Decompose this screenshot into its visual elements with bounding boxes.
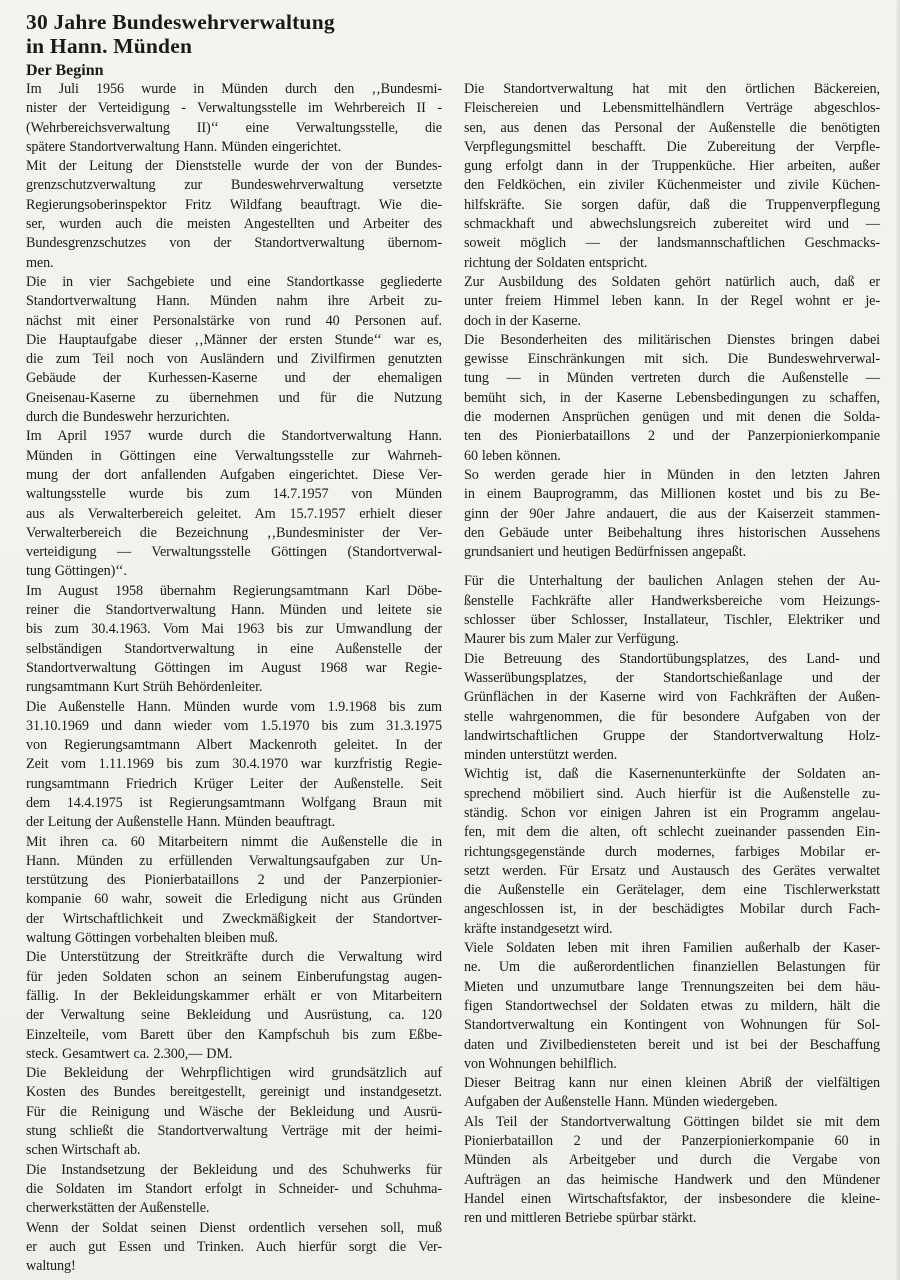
text-line: die Außenstelle ein Gerätelager, dem eine Tischlerwerkstatt	[464, 882, 880, 899]
text-line: tung — in Münden vertreten durch die Außenstelle —	[464, 370, 880, 387]
text-line: Die Instandsetzung der Bekleidung und des Schuhwerks für	[26, 1161, 442, 1178]
paragraph	[464, 1074, 880, 1113]
text-line: minden unterstützt werden.	[464, 747, 618, 764]
text-line: für jeden Soldaten schon an seinem Einberufungstag augen-	[26, 968, 442, 985]
text-line: ginn der 90er Jahre andauert, die aus der Kaiserzeit stammen-	[464, 505, 880, 522]
text-line: schen Wirtschaft ab.	[26, 1142, 141, 1159]
right-column	[464, 8, 880, 1280]
text-line: soweit möglich — der landsmannschaftlichen Geschmacks-	[464, 235, 880, 252]
paragraph	[26, 427, 442, 581]
text-line: Im August 1958 übernahm Regierungsamtmann Karl Döbe-	[26, 582, 442, 599]
text-line: Standortverwaltung Göttingen im August 1968 war Regie-	[26, 659, 442, 676]
text-line: Aufgaben der Außenstelle Hann. Münden wiedergeben.	[464, 1094, 778, 1111]
paragraph	[464, 572, 880, 649]
text-line: landwirtschaftlichen Gruppe der Standortverwaltung Holz-	[464, 727, 880, 744]
text-line: bemüht sich, in der Kaserne Lebensbedingungen zu schaffen,	[464, 389, 880, 406]
text-line: Im April 1957 wurde durch die Standortverwaltung Hann.	[26, 428, 442, 445]
text-line: Wasserübungsplatzes, der Standortschießanlage und der	[464, 669, 880, 686]
text-line: stelle wahrgenommen, die für besondere Aufgaben von der	[464, 708, 880, 725]
text-line: waltung Göttingen vorbehalten bleiben muß.	[26, 930, 278, 947]
paragraph	[26, 833, 442, 949]
paragraph	[464, 765, 880, 939]
text-line: Maurer bis zum Maler zur Verfügung.	[464, 631, 679, 648]
text-line: Standortverwaltung ein Kontingent von Wohnungen für Sol-	[464, 1017, 880, 1034]
text-line: Pionierbataillon 2 und der Panzerpionierkompanie 60 in	[464, 1133, 880, 1150]
text-line: mung der dort anfallenden Aufgaben eingerichtet. Diese Ver-	[26, 466, 442, 483]
paragraph	[464, 273, 880, 331]
text-line: Für die Unterhaltung der baulichen Anlagen stehen der Au-	[464, 573, 880, 590]
text-line: ständig. Schon vor einigen Jahren ist ein Programm angelau-	[464, 804, 880, 821]
text-line: Mit der Leitung der Dienststelle wurde der von der Bundes-	[26, 158, 442, 175]
text-line: der Leitung der Außenstelle Hann. Münden beauftragt.	[26, 814, 336, 831]
text-line: Verpflegungsmittel beschafft. Die Zubereitung der Verpfle-	[464, 138, 880, 155]
paragraph	[26, 273, 442, 427]
paragraph	[26, 582, 442, 698]
text-line: richtung der Soldaten entspricht.	[464, 254, 648, 271]
section-heading	[26, 61, 442, 80]
text-line: 31.10.1969 und dann wieder vom 1.5.1970 bis zum 31.3.1975	[26, 717, 442, 734]
text-line: selbständigen Standortverwaltung in eine Außenstelle der	[26, 640, 442, 657]
text-line: gewisse Einschränkungen mit sich. Die Bundeswehrverwal-	[464, 351, 880, 368]
text-line: Verwalterbereich die Bezeichnung ‚‚Bundesminister der Ver-	[26, 524, 442, 541]
text-line: figen Standortwechsel der Soldaten etwas zu mildern, hält die	[464, 997, 880, 1014]
paragraph	[464, 466, 880, 562]
text-line: Aufträgen an das heimische Handwerk und den Mündener	[464, 1171, 880, 1188]
text-line: Der Beginn	[26, 62, 104, 79]
text-line: fen, mit dem die alten, oft schlecht zueinander passenden Ein-	[464, 824, 880, 841]
text-line: Die in vier Sachgebiete und eine Standortkasse gegliederte	[26, 273, 442, 290]
text-line: Gneisenau-Kaserne zu übernehmen und für die Nutzung	[26, 389, 442, 406]
text-line: Die Bekleidung der Wehrpflichtigen wird grundsätzlich auf	[26, 1065, 442, 1082]
text-line: Die Unterstützung der Streitkräfte durch die Verwaltung wird	[26, 949, 442, 966]
text-line: men.	[26, 254, 54, 271]
text-line: rungsamtmann Friedrich Krüger Leiter der Außenstelle. Seit	[26, 775, 442, 792]
text-line: verteidigung — Verwaltungsstelle Göttingen (Standortverwal-	[26, 544, 442, 561]
text-line: Wichtig ist, daß die Kasernenunterkünfte der Soldaten an-	[464, 766, 880, 783]
text-line: grundsaniert und heutigen Bedürfnissen angepaßt.	[464, 544, 747, 561]
text-line: nächst mit einer Personalstärke von rund 40 Personen auf.	[26, 312, 442, 329]
text-line: terstützung des Pionierbataillons 2 und der Panzerpionier-	[26, 872, 442, 889]
paragraph	[464, 939, 880, 1074]
text-line: der Verwaltung seine Bekleidung und Ausrüstung, ca. 120	[26, 1007, 442, 1024]
text-line: schmackhaft und abwechslungsreich zubereitet wird und —	[464, 216, 880, 233]
text-line: Für die Reinigung und Wäsche der Bekleidung und Ausrü-	[26, 1103, 442, 1120]
paragraph	[464, 1113, 880, 1229]
text-line: angeschlossen ist, in der beschädigtes Mobilar durch Fach-	[464, 901, 880, 918]
text-line: dem 14.4.1975 ist Regierungsamtmann Wolfgang Braun mit	[26, 794, 442, 811]
text-line: Mieten und unzumutbare lange Trennungszeiten bei dem häu-	[464, 978, 880, 995]
text-line: die zum Teil noch von Ausländern und Zivilfirmen genutzten	[26, 351, 442, 368]
text-line: Die Hauptaufgabe dieser ‚‚Männer der ersten Stunde‘‘ war es,	[26, 331, 442, 348]
text-line: ne. Um die außerordentlichen finanziellen Belastungen für	[464, 959, 880, 976]
text-line: grenzschutzverwaltung zur Bundeswehrverwaltung versetzte	[26, 177, 442, 194]
text-line: So werden gerade hier in Münden in den letzten Jahren	[464, 466, 880, 483]
text-line: Die Betreuung des Standortübungsplatzes, des Land- und	[464, 650, 880, 667]
paragraph	[26, 1219, 442, 1277]
text-line: Münden in Göttingen eine Verwaltungsstelle zur Wahrneh-	[26, 447, 442, 464]
text-line: Mit ihren ca. 60 Mitarbeitern nimmt die Außenstelle die in	[26, 833, 442, 850]
text-line: sprechend möbiliert sind. Auch hierfür ist die Außenstelle zu-	[464, 785, 880, 802]
text-line: den Gebäude unter Beibehaltung ihres historischen Aussehens	[464, 524, 880, 541]
paragraph	[26, 1161, 442, 1219]
paragraph	[26, 698, 442, 833]
text-line: Grünflächen in der Kaserne wird von Fachkräften der Außen-	[464, 689, 880, 706]
text-line: Zur Ausbildung des Soldaten gehört natürlich auch, daß er	[464, 273, 880, 290]
text-line: tung Göttingen)‘‘.	[26, 563, 127, 580]
text-line: Regierungsoberinspektor Fritz Wildfang beauftragt. Wie die-	[26, 196, 442, 213]
text-line: Die Außenstelle Hann. Münden wurde vom 1.9.1968 bis zum	[26, 698, 442, 715]
text-line: doch in der Kaserne.	[464, 312, 581, 329]
text-line: richtungsgegenstände durch modernes, farbiges Mobilar er-	[464, 843, 880, 860]
text-line: hilfskräfte. Sie sorgen dafür, daß die Truppenverpflegung	[464, 196, 880, 213]
text-line: Standortverwaltung Hann. Münden nahm ihre Arbeit zu-	[26, 293, 442, 310]
text-line: reiner die Standortverwaltung Hann. Münden und leitete sie	[26, 602, 442, 619]
text-line: die Soldaten im Standort erfolgt in Schneider- und Schuhma-	[26, 1180, 442, 1197]
text-line: von Wohnungen behilflich.	[464, 1055, 617, 1072]
text-line: kräfte instandgesetzt wird.	[464, 920, 613, 937]
left-column	[26, 8, 442, 1280]
text-line: durch die Bundeswehr herzurichten.	[26, 409, 230, 426]
paragraph	[464, 331, 880, 466]
text-line: stung schließt die Standortverwaltung Verträge mit der heimi-	[26, 1123, 442, 1140]
text-line: Gebäude der Kurhessen-Kaserne und der ehemaligen	[26, 370, 442, 387]
text-line: er auch gut Essen und Trinken. Auch hierfür sorgt die Ver-	[26, 1238, 442, 1255]
text-line: steck. Gesamtwert ca. 2.300,— DM.	[26, 1045, 233, 1062]
text-line: Einzelteile, vom Barett über den Kampfschuh bis zum Eßbe-	[26, 1026, 442, 1043]
text-line: Im Juli 1956 wurde in Münden durch den ‚‚Bundesmi-	[26, 81, 442, 97]
text-line: 60 leben können.	[464, 447, 561, 464]
text-line: in Hann. Münden	[26, 34, 193, 58]
text-line: Kosten des Bundes bereitgestellt, gereinigt und instandgesetzt.	[26, 1084, 442, 1101]
text-line: waltung!	[26, 1258, 76, 1275]
paragraph	[26, 157, 442, 273]
text-line: in einem Bauprogramm, das Millionen kostet und bis zu Be-	[464, 486, 880, 503]
paragraph	[464, 80, 880, 273]
text-line: schlosser über Schlosser, Installateur, Tischler, Elektriker und	[464, 612, 880, 629]
text-line: sen, aus denen das Personal der Außenstelle die benötigten	[464, 119, 880, 136]
paragraph	[26, 948, 442, 1064]
text-line: die modernen Ansprüchen genügen und mit denen die Solda-	[464, 409, 880, 426]
text-line: Bundesgrenzschutzes von der Standortverwaltung übernom-	[26, 235, 442, 252]
text-line: waltungsstelle wurde bis zum 14.7.1957 von Münden	[26, 486, 442, 503]
text-line: Als Teil der Standortverwaltung Göttingen bildet sie mit dem	[464, 1113, 880, 1130]
text-line: rungsamtmann Kurt Strüh Behördenleiter.	[26, 679, 263, 696]
text-line: Hann. Münden zu erfüllenden Verwaltungsaufgaben zur Un-	[26, 852, 442, 869]
text-line: aus als Verwalterbereich geleitet. Am 15.7.1957 erhielt dieser	[26, 505, 442, 522]
text-line: bis zum 30.4.1963. Vom Mai 1963 bis zur Umwandlung der	[26, 621, 442, 638]
text-line: ser, wurden auch die meisten Angestellten und Arbeiter des	[26, 216, 442, 233]
text-line: nister der Verteidigung - Verwaltungsstelle im Wehrbereich II -	[26, 100, 442, 117]
text-line: Zeit vom 1.11.1969 bis zum 30.4.1970 war kurzfristig Regie-	[26, 756, 442, 773]
text-line: cherwerkstätten der Außenstelle.	[26, 1200, 210, 1217]
page-title	[26, 10, 442, 58]
text-line: ten des Pionierbataillons 2 und der Panzerpionierkompanie	[464, 428, 880, 445]
paragraph	[26, 80, 442, 157]
paragraph	[26, 1064, 442, 1160]
text-line: fällig. In der Bekleidungskammer erhält er von Mitarbeitern	[26, 987, 442, 1004]
paragraph	[464, 650, 880, 766]
text-line: Die Standortverwaltung hat mit den örtlichen Bäckereien,	[464, 81, 880, 97]
text-line: 30 Jahre Bundeswehrverwaltung	[26, 10, 335, 34]
text-line: der Wirtschaftlichkeit und Zweckmäßigkeit der Standortver-	[26, 910, 442, 927]
text-line: Viele Soldaten leben mit ihren Familien außerhalb der Kaser-	[464, 940, 880, 957]
text-line: Dieser Beitrag kann nur einen kleinen Abriß der vielfältigen	[464, 1075, 880, 1092]
text-line: Wenn der Soldat seinen Dienst ordentlich versehen soll, muß	[26, 1219, 442, 1236]
text-line: Münden als Arbeitgeber und durch die Vergabe von	[464, 1152, 880, 1169]
text-line: (Wehrbereichsverwaltung II)‘‘ eine Verwaltungsstelle, die	[26, 119, 442, 136]
text-line: setzt werden. Für Ersatz und Austausch des Gerätes verwaltet	[464, 862, 880, 879]
text-line: Fleischereien und Lebensmittelhändlern Verträge abgeschlos-	[464, 100, 880, 117]
text-line: kompanie 60 wahr, soweit die Erledigung nicht aus Gründen	[26, 891, 442, 908]
text-line: Die Besonderheiten des militärischen Dienstes bringen dabei	[464, 331, 880, 348]
text-line: ßenstelle Fachkräfte aller Handwerksbereiche vom Heizungs-	[464, 592, 880, 609]
text-line: den Feldköchen, ein ziviler Küchenmeister und zivile Küchen-	[464, 177, 880, 194]
text-line: unter freiem Himmel leben kann. In der Regel wohnt er je-	[464, 293, 880, 310]
text-line: gung erfolgt dann in der Truppenküche. Hier arbeiten, außer	[464, 158, 880, 175]
text-line: von Regierungsamtmann Albert Mackenroth geleitet. In der	[26, 737, 442, 754]
text-line: ren und mittleren Betriebe spürbar stärkt.	[464, 1210, 697, 1227]
text-line: daten und Zivilbediensteten bereit und ist bei der Beschaffung	[464, 1036, 880, 1053]
text-line: Handel einen Wirtschaftsfaktor, der insbesondere die kleine-	[464, 1190, 880, 1207]
text-line: spätere Standortverwaltung Hann. Münden eingerichtet.	[26, 138, 342, 155]
